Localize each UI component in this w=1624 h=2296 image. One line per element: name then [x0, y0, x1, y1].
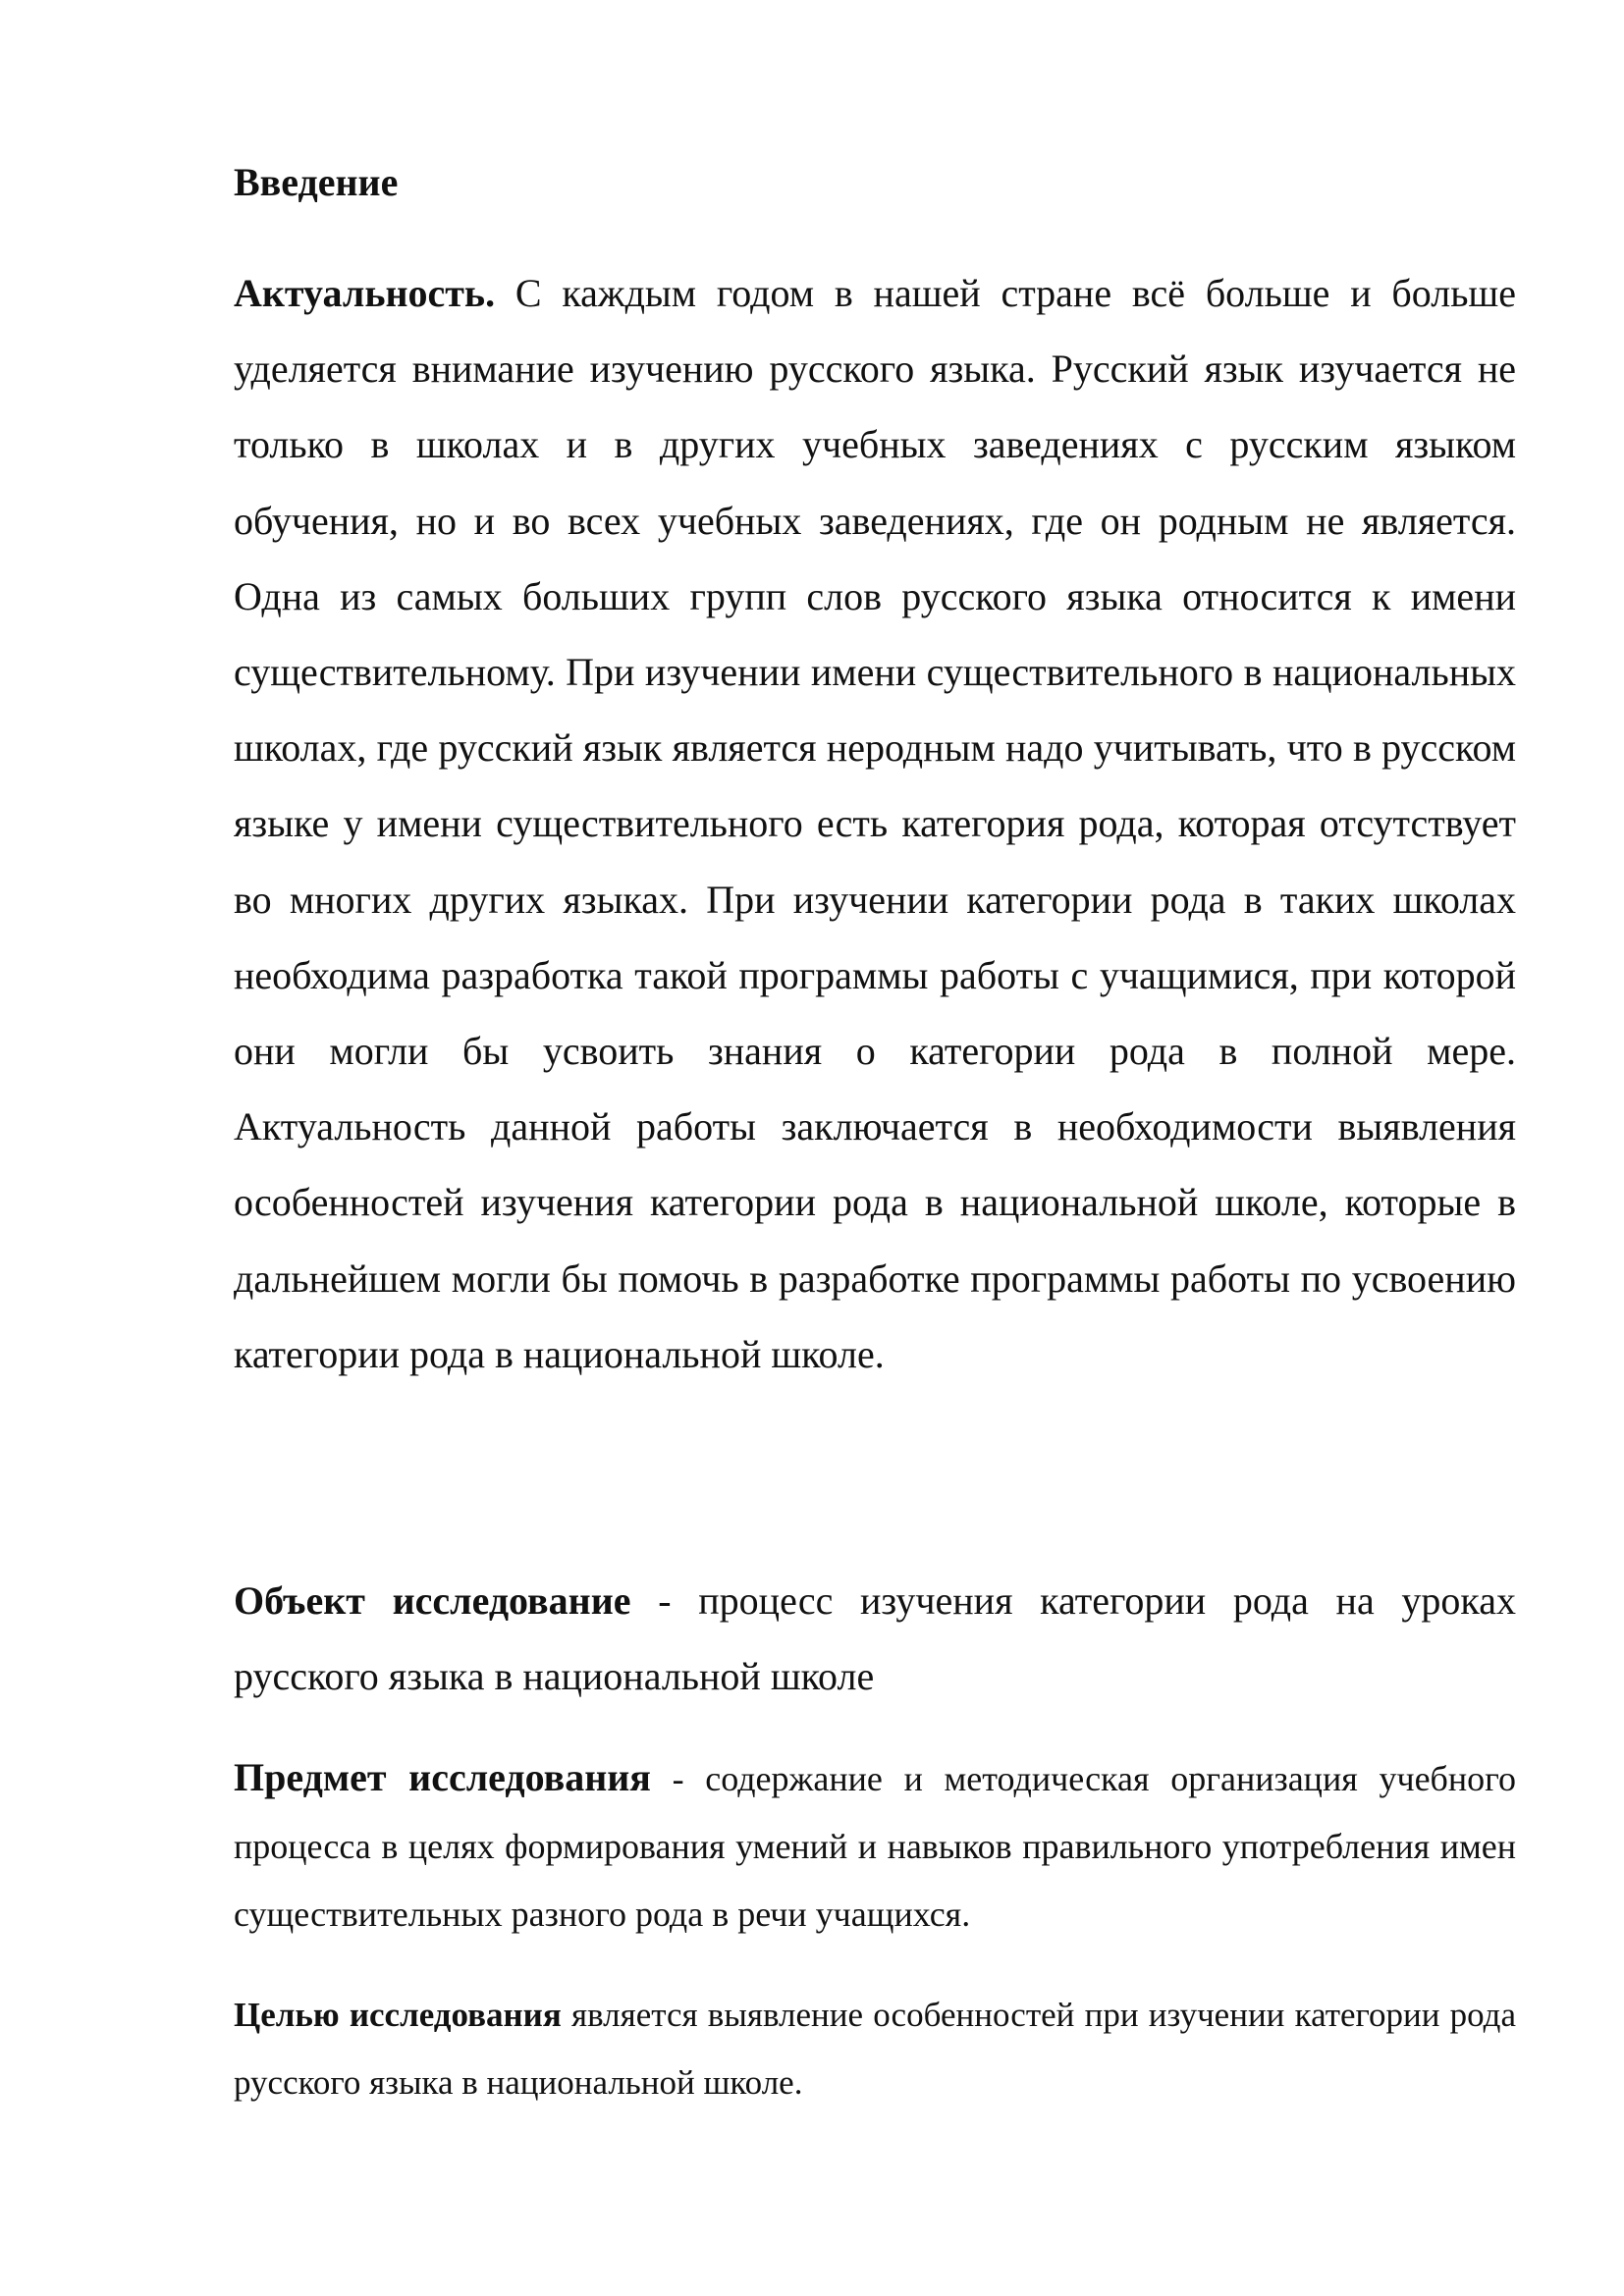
- subject-paragraph: [234, 1743, 1516, 1949]
- object-label: Объект исследование: [234, 1578, 631, 1623]
- goal-paragraph: [234, 1981, 1516, 2116]
- relevance-label: Актуальность.: [234, 271, 496, 315]
- relevance-paragraph: [234, 255, 1516, 1392]
- subject-text: - содержание и методическая организация учебного процесса в целях формирования умений и навыков правильного употребления имен существительных разного рода в речи учащихся.: [234, 1759, 1516, 1934]
- goal-text: является выявление особенностей при изучении категории рода русского языка в национальной школе.: [234, 1996, 1516, 2102]
- goal-label: Целью исследования: [234, 1996, 562, 2034]
- relevance-text: С каждым годом в нашей стране всё больше и больше уделяется внимание изучению русского языка. Русский язык изучается не только в школах и в других учебных заведениях с русским языком обучения, но и во всех учебных заведениях, где он родным не является. Одна из самых больших групп слов русского языка относится к имени существительному. При изучении имени существительного в национальных школах, где русский язык является неродным надо учитывать, что в русском языке у имени существительного есть категория рода, которая отсутствует во многих других языках. При изучении категории рода в таких школах необходима разработка такой программы работы с учащимися, при которой они могли бы усвоить знания о категории рода в полной мере. Актуальность данной работы заключается в необходимости выявления особенностей изучения категории рода в национальной школе, которые в дальнейшем могли бы помочь в разработке программы работы по усвоению категории рода в национальной школе.: [234, 271, 1516, 1376]
- page-heading: Введение: [234, 160, 399, 204]
- subject-label: Предмет исследования: [234, 1755, 651, 1799]
- object-paragraph: [234, 1563, 1516, 1714]
- object-text: - процесс изучения категории рода на уроках русского языка в национальной школе: [234, 1578, 1517, 1699]
